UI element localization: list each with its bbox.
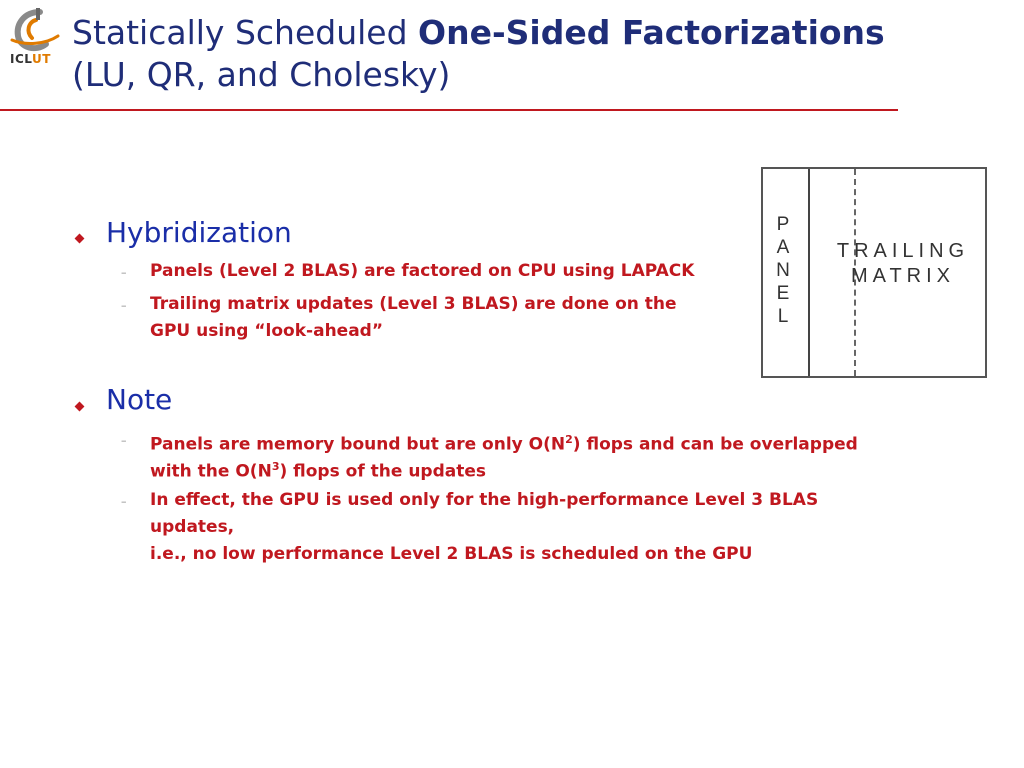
panel-divider [808,169,810,376]
title-bold: One-Sided Factorizations [418,13,885,52]
sub-item: GPU using “look-ahead” [150,321,384,341]
sub-item: In effect, the GPU is used only for the high-performance Level 3 BLAS [150,490,819,510]
title-normal: Statically Scheduled [72,13,419,52]
superscript: 2 [565,433,573,446]
dash-icon: – [121,495,127,508]
logo-icl: ICL [10,52,32,66]
panel-letter: A [776,237,790,258]
sub-item: Panels (Level 2 BLAS) are factored on CPU using LAPACK [150,261,695,281]
bullet-diamond-icon [75,402,85,412]
dash-icon: – [121,299,127,312]
text-run: ) flops and can be overlapped [572,434,858,455]
section-heading-note: Note [106,383,173,416]
panel-trailing-diagram [761,167,987,378]
dash-icon: – [121,434,127,447]
logo-ut: UT [32,52,51,66]
panel-letter: E [776,283,790,304]
title-line-2: (LU, QR, and Cholesky) [72,55,451,94]
sub-item: updates, [150,517,235,537]
trailing-line-2: MATRIX [850,265,956,287]
superscript: 3 [271,460,280,473]
panel-label [773,213,793,328]
text-run: ) flops of the updates [279,461,487,482]
panel-letter: L [777,306,789,327]
trailing-matrix-label [823,239,983,289]
dash-icon: – [121,266,127,279]
text-run: Panels are memory bound but are only O(N [150,434,566,455]
sub-item [150,453,486,486]
trailing-line-1: TRAILING [836,240,970,262]
panel-letter: N [776,260,790,281]
panel-letter: P [776,214,790,235]
bullet-diamond-icon [75,234,85,244]
section-heading-hybridization: Hybridization [106,216,292,249]
sub-item: i.e., no low performance Level 2 BLAS is scheduled on the GPU [150,544,753,564]
sub-item: Trailing matrix updates (Level 3 BLAS) are done on the [150,294,677,314]
text-run: with the O(N [150,461,272,482]
